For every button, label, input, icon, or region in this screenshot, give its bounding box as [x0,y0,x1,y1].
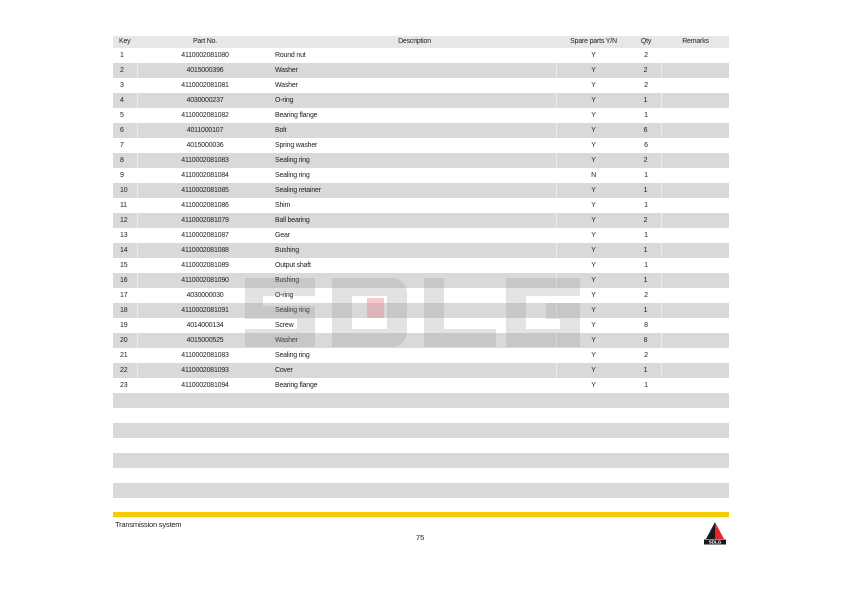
cell-key: 3 [120,82,124,89]
cell-description: Sealing ring [275,172,310,179]
cell-description: O-ring [275,292,294,299]
cell-qty: 1 [630,363,662,378]
cell-spare: Y [591,307,596,314]
cell-remarks [662,153,729,168]
cell-description: Round nut [275,52,306,59]
cell-key: 11 [120,202,127,209]
table-row [113,378,729,393]
cell-description: Screw [275,322,294,329]
cell-spare: Y [591,127,596,134]
page-number: 75 [416,533,425,542]
cell-description: Sealing ring [272,303,557,318]
cell-remarks [662,108,729,123]
header-key: Key [119,38,131,45]
header-part-no: Part No. [192,38,218,45]
section-title: Transmission system [115,520,182,529]
cell-spare: Y [591,292,596,299]
svg-text:SDLG: SDLG [708,539,722,545]
cell-key: 18 [113,303,138,318]
cell-spare: Y [591,202,596,209]
cell-part-no: 4110002081083 [181,157,229,164]
cell-spare: Y [591,277,596,284]
header-spare: Spare parts Y/N [570,38,617,45]
cell-spare: Y [591,337,596,344]
cell-key: 23 [120,382,128,389]
cell-qty: 2 [630,153,662,168]
cell-part-no: 4015000036 [186,142,224,149]
cell-remarks [662,363,729,378]
cell-qty: 1 [644,112,648,119]
cell-description: Washer [275,82,298,89]
cell-remarks [662,183,729,198]
cell-qty: 2 [630,63,662,78]
header-qty: Qty [640,38,652,45]
sdlg-logo-icon [703,521,727,545]
table-row [113,123,729,138]
cell-spare: Y [591,382,596,389]
cell-remarks [662,333,729,348]
cell-part-no: 4030000030 [186,292,224,299]
cell-part-no: 4110002081089 [181,262,229,269]
cell-part-no: 4110002081082 [181,112,229,119]
cell-part-no: 4110002081088 [181,247,229,254]
cell-key: 14 [113,243,138,258]
cell-qty: 1 [630,183,662,198]
cell-description: Spring washer [275,142,318,149]
cell-spare: Y [591,67,596,74]
cell-part-no: 4015000396 [186,67,224,74]
cell-key: 12 [113,213,138,228]
cell-part-no: 4110002081079 [181,217,229,224]
cell-spare: Y [591,112,596,119]
cell-description: Sealing ring [272,153,557,168]
empty-table-row [113,438,729,453]
cell-key: 16 [113,273,138,288]
table-row [113,333,729,348]
cell-remarks [662,168,729,183]
cell-spare: Y [591,217,596,224]
cell-qty: 8 [630,333,662,348]
cell-qty: 1 [630,273,662,288]
table-row [113,198,729,213]
cell-remarks [662,303,729,318]
header-description: Description [398,38,431,45]
cell-key: 15 [120,262,128,269]
table-row [113,78,729,93]
cell-remarks [662,213,729,228]
empty-table-row [113,453,729,468]
table-row [113,183,729,198]
cell-qty: 1 [644,382,648,389]
cell-key: 5 [120,112,124,119]
footer-accent-bar [113,512,729,517]
cell-qty: 1 [630,243,662,258]
table-row [113,273,729,288]
cell-key: 19 [120,322,128,329]
cell-description: Gear [275,232,290,239]
cell-remarks [662,78,729,93]
cell-part-no: 4011000107 [186,127,224,134]
table-row [113,303,729,318]
table-row [113,108,729,123]
cell-part-no: 4110002081094 [181,382,229,389]
cell-key: 4 [113,93,138,108]
cell-spare: Y [591,247,596,254]
table-row [113,243,729,258]
empty-table-row [113,468,729,483]
table-row [113,363,729,378]
cell-part-no: 4015000525 [186,337,224,344]
cell-description: Shim [275,202,291,209]
cell-part-no: 4110002081086 [181,202,229,209]
cell-key: 8 [113,153,138,168]
empty-table-row [113,408,729,423]
cell-remarks [662,228,729,243]
empty-table-row [113,483,729,498]
cell-key: 9 [120,172,124,179]
cell-qty: 1 [630,93,662,108]
cell-part-no: 4110002081091 [181,307,229,314]
table-row [113,288,729,303]
table-row [113,258,729,273]
cell-spare: Y [591,157,596,164]
cell-qty: 1 [644,232,648,239]
parts-table [113,36,729,513]
cell-remarks [662,123,729,138]
cell-remarks [662,258,729,273]
empty-table-row [113,498,729,513]
cell-remarks [662,138,729,153]
cell-description: Washer [272,63,557,78]
cell-spare: Y [591,97,596,104]
cell-part-no: 4110002081083 [181,352,229,359]
cell-key: 2 [113,63,138,78]
cell-description: Washer [272,333,557,348]
table-row [113,138,729,153]
cell-spare: Y [591,187,596,194]
cell-remarks [662,348,729,363]
cell-description: O-ring [272,93,557,108]
cell-description: Bearing flange [275,382,318,389]
cell-qty: 1 [630,303,662,318]
cell-key: 20 [113,333,138,348]
cell-remarks [662,198,729,213]
cell-key: 1 [120,52,124,59]
cell-spare: Y [591,262,596,269]
header-remarks: Remarks [682,38,709,45]
table-row [113,63,729,78]
cell-key: 7 [120,142,124,149]
cell-spare: N [591,172,596,179]
cell-key: 17 [120,292,128,299]
cell-description: Sealing retainer [272,183,557,198]
cell-description: Output shaft [275,262,311,269]
empty-table-row [113,393,729,408]
cell-remarks [662,318,729,333]
cell-key: 13 [120,232,128,239]
table-header [113,36,729,48]
cell-description: Bolt [272,123,557,138]
table-row [113,228,729,243]
cell-qty: 2 [644,292,648,299]
cell-remarks [662,93,729,108]
cell-spare: Y [591,367,596,374]
table-row [113,153,729,168]
cell-remarks [662,288,729,303]
table-row [113,48,729,63]
cell-qty: 1 [644,202,648,209]
cell-description: Bushing [272,273,557,288]
cell-qty: 6 [644,142,648,149]
cell-remarks [662,378,729,393]
cell-remarks [662,243,729,258]
cell-part-no: 4110002081080 [181,52,229,59]
cell-part-no: 4110002081081 [181,82,229,89]
cell-part-no: 4110002081087 [181,232,229,239]
table-row [113,318,729,333]
cell-spare: Y [591,52,596,59]
cell-spare: Y [591,82,596,89]
cell-part-no: 4110002081085 [181,187,229,194]
cell-qty: 2 [644,82,648,89]
table-body [113,48,729,513]
table-row [113,348,729,363]
table-row [113,168,729,183]
cell-part-no: 4014000134 [186,322,224,329]
cell-part-no: 4110002081090 [181,277,229,284]
cell-key: 6 [113,123,138,138]
cell-spare: Y [591,142,596,149]
cell-description: Ball bearing [272,213,557,228]
cell-remarks [662,273,729,288]
cell-description: Cover [272,363,557,378]
cell-spare: Y [591,352,596,359]
cell-remarks [662,63,729,78]
cell-key: 10 [113,183,138,198]
cell-description: Bearing flange [275,112,318,119]
cell-qty: 2 [644,352,648,359]
cell-qty: 1 [644,262,648,269]
cell-qty: 1 [644,172,648,179]
cell-qty: 6 [630,123,662,138]
cell-description: Bushing [272,243,557,258]
table-row [113,213,729,228]
cell-key: 22 [113,363,138,378]
cell-spare: Y [591,322,596,329]
cell-description: Sealing ring [275,352,310,359]
cell-part-no: 4030000237 [186,97,224,104]
cell-qty: 2 [644,52,648,59]
empty-table-row [113,423,729,438]
cell-qty: 8 [644,322,648,329]
cell-qty: 2 [630,213,662,228]
cell-spare: Y [591,232,596,239]
table-row [113,93,729,108]
cell-key: 21 [120,352,128,359]
cell-part-no: 4110002081084 [181,172,229,179]
cell-part-no: 4110002081093 [181,367,229,374]
cell-remarks [662,48,729,63]
